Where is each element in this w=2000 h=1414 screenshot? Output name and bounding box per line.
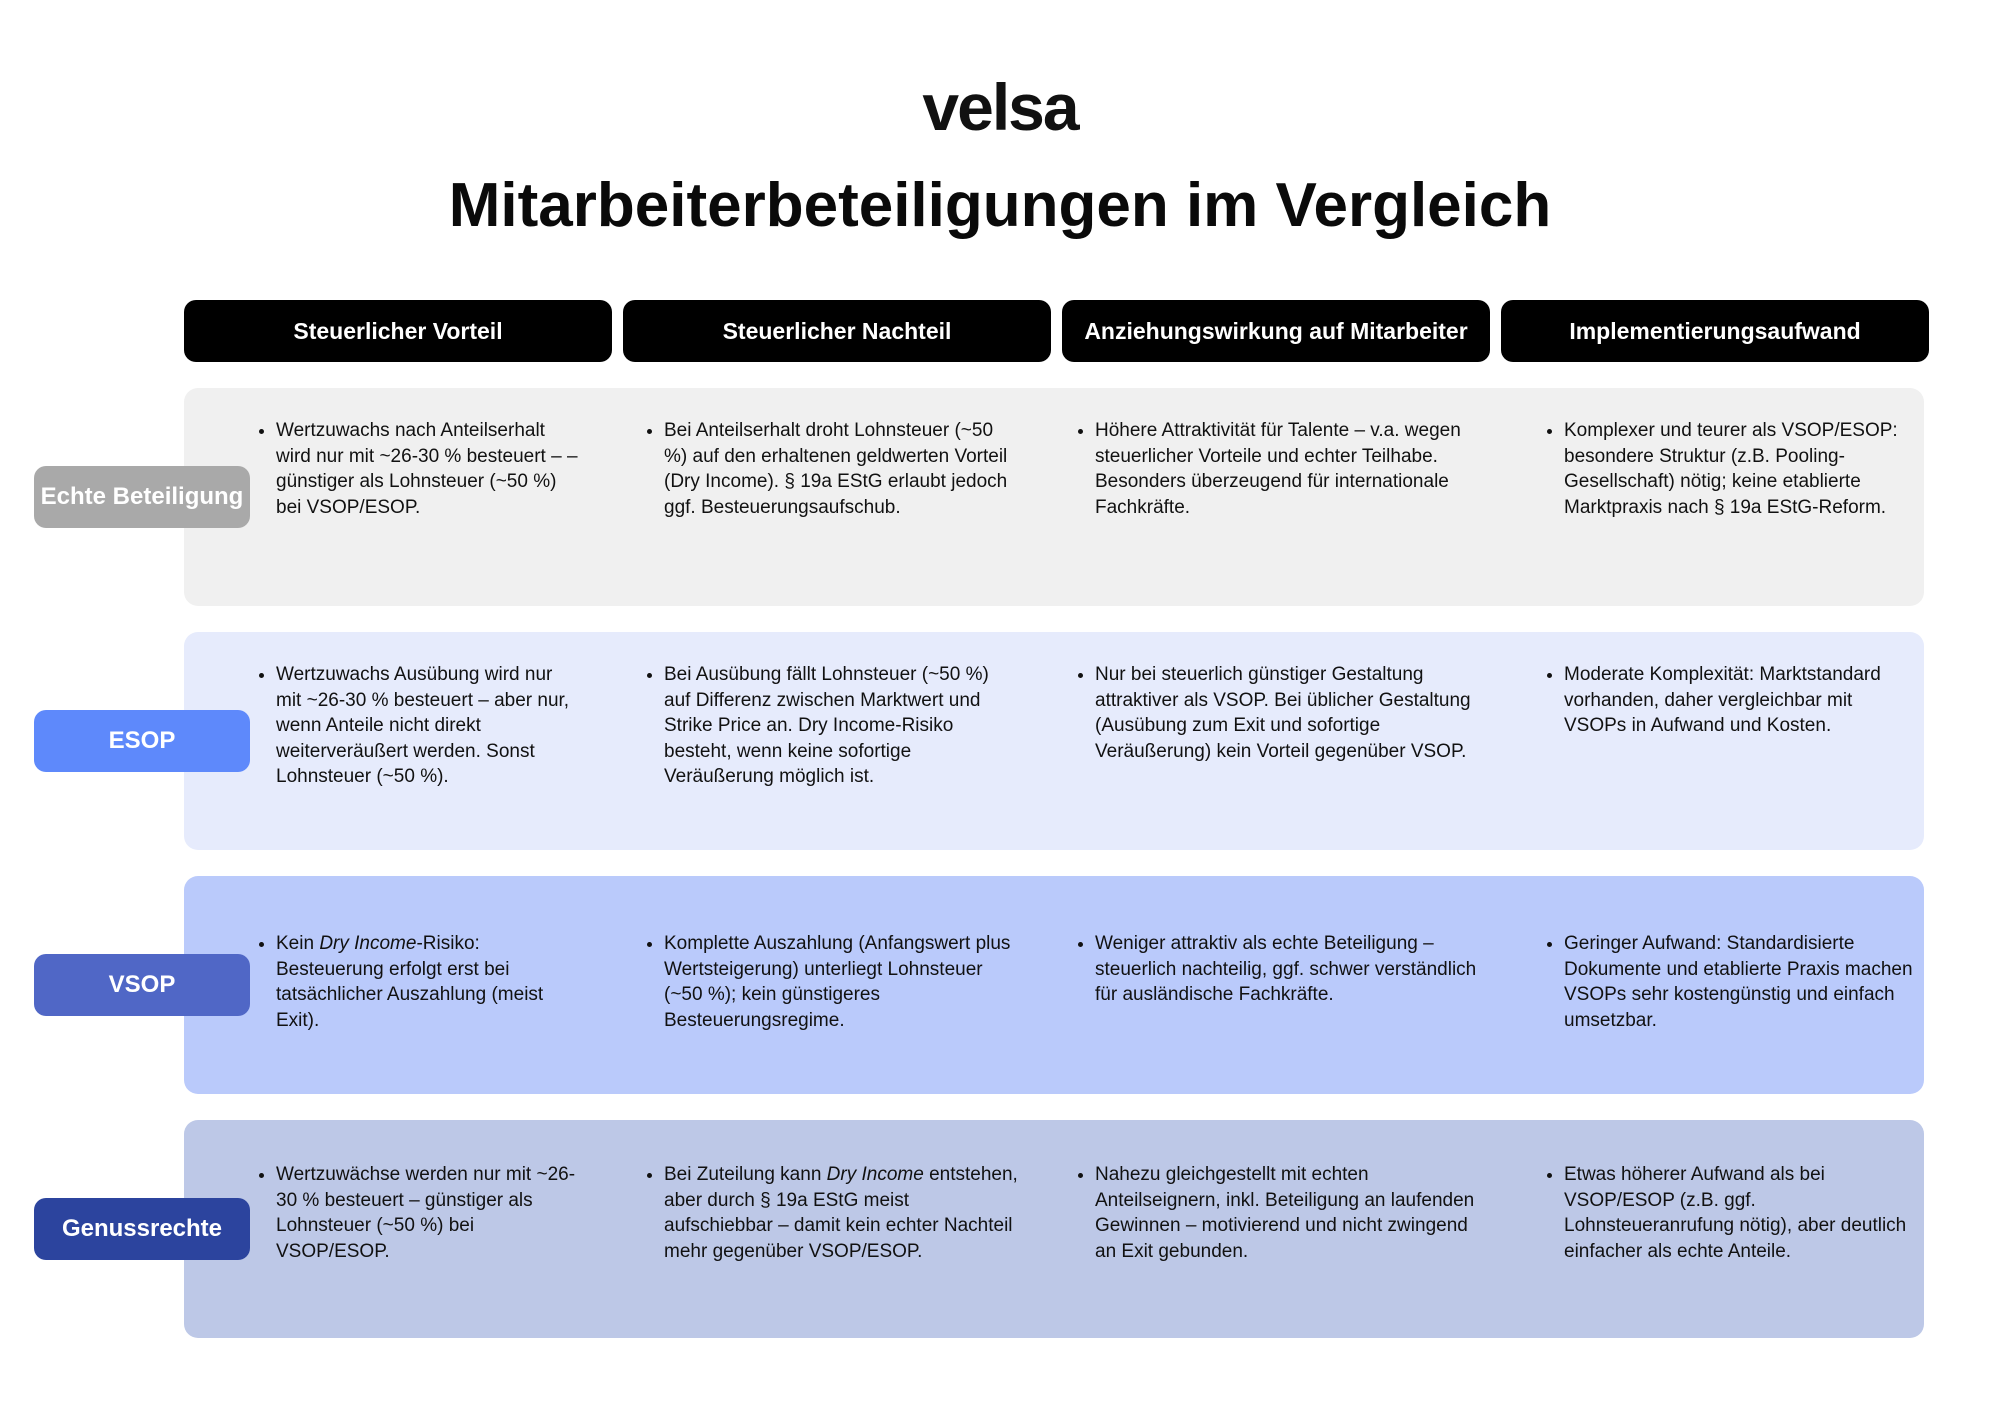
cell-echte-beteiligung-nachteil (644, 418, 1020, 520)
cell-vsop-aufwand (1544, 931, 1914, 1033)
row-label-esop: ESOP (34, 710, 250, 772)
text-segment: Kein (276, 933, 320, 954)
row-label-genussrechte: Genussrechte (34, 1198, 250, 1260)
text-segment: entstehen, aber durch § 19a EStG meist aufschiebbar – damit kein echter Nachteil mehr gegenüber VSOP/ESOP. (664, 1164, 1018, 1262)
row-label-echte-beteiligung: Echte Beteiligung (34, 466, 250, 528)
list-item: • Moderate Komplexität: Marktstandard vorhanden, daher vergleichbar mit VSOPs in Aufwand und Kosten. (1564, 662, 1914, 739)
list-item: • Komplexer und teurer als VSOP/ESOP: besondere Struktur (z.B. Pooling-Gesellschaft) nötig; keine etablierte Marktpraxis nach § 19a EStG-Reform. (1564, 418, 1914, 520)
list-item: • Bei Ausübung fällt Lohnsteuer (~50 %) auf Differenz zwischen Marktwert und Strike Price an. Dry Income-Risiko besteht, wenn keine sofortige Veräußerung möglich ist. (664, 662, 1020, 790)
list-item (276, 931, 582, 1033)
cell-esop-anziehung (1075, 662, 1485, 764)
cell-echte-beteiligung-vorteil (256, 418, 582, 520)
list-item: • Höhere Attraktivität für Talente – v.a. wegen steuerlicher Vorteile und echter Teilhabe. Besonders überzeugend für internationale Fachkräfte. (1095, 418, 1485, 520)
text-segment: -Risiko: Besteuerung erfolgt erst bei tatsächlicher Auszahlung (meist Exit). (276, 933, 544, 1031)
column-header-implementierungsaufwand: Implementierungsaufwand (1501, 300, 1929, 362)
list-item: • Weniger attraktiv als echte Beteiligung – steuerlich nachteilig, ggf. schwer verständlich für ausländische Fachkräfte. (1095, 931, 1485, 1008)
list-item: • Etwas höherer Aufwand als bei VSOP/ESOP (z.B. ggf. Lohnsteueranrufung nötig), aber deutlich einfacher als echte Anteile. (1564, 1162, 1914, 1264)
list-item: • Nahezu gleichgestellt mit echten Anteilseignern, inkl. Beteiligung an laufenden Gewinnen – motivierend und nicht zwingend an Exit gebunden. (1095, 1162, 1485, 1264)
cell-vsop-vorteil (256, 931, 582, 1033)
cell-genussrechte-aufwand (1544, 1162, 1914, 1264)
cell-vsop-anziehung (1075, 931, 1485, 1008)
cell-esop-aufwand (1544, 662, 1914, 739)
list-item: • Bei Anteilserhalt droht Lohnsteuer (~50 %) auf den erhaltenen geldwerten Vorteil (Dry Income). § 19a EStG erlaubt jedoch ggf. Besteuerungsaufschub. (664, 418, 1020, 520)
page-title: Mitarbeiterbeteiligungen im Vergleich (448, 171, 1552, 240)
column-header-anziehungswirkung: Anziehungswirkung auf Mitarbeiter (1062, 300, 1490, 362)
row-label-vsop: VSOP (34, 954, 250, 1016)
cell-vsop-nachteil (644, 931, 1020, 1033)
list-item: • Wertzuwachs Ausübung wird nur mit ~26-30 % besteuert – aber nur, wenn Anteile nicht direkt weiterveräußert werden. Sonst Lohnsteuer (~50 %). (276, 662, 582, 790)
cell-esop-nachteil (644, 662, 1020, 790)
column-header-steuerlicher-vorteil: Steuerlicher Vorteil (184, 300, 612, 362)
cell-genussrechte-vorteil (256, 1162, 582, 1264)
emphasis-dry-income: Dry Income (319, 933, 417, 954)
list-item (664, 1162, 1020, 1264)
list-item: • Geringer Aufwand: Standardisierte Dokumente und etablierte Praxis machen VSOPs sehr kostengünstig und einfach umsetzbar. (1564, 931, 1914, 1033)
column-header-steuerlicher-nachteil: Steuerlicher Nachteil (623, 300, 1051, 362)
emphasis-dry-income: Dry Income (826, 1164, 924, 1185)
cell-echte-beteiligung-aufwand (1544, 418, 1914, 520)
cell-echte-beteiligung-anziehung (1075, 418, 1485, 520)
list-item: • Wertzuwachs nach Anteilserhalt wird nur mit ~26-30 % besteuert – – günstiger als Lohnsteuer (~50 %) bei VSOP/ESOP. (276, 418, 582, 520)
cell-esop-vorteil (256, 662, 582, 790)
list-item: • Komplette Auszahlung (Anfangswert plus Wertsteigerung) unterliegt Lohnsteuer (~50 %); kein günstigeres Besteuerungsregime. (664, 931, 1020, 1033)
list-item: • Nur bei steuerlich günstiger Gestaltung attraktiver als VSOP. Bei üblicher Gestaltung (Ausübung zum Exit und sofortige Veräußerung) kein Vorteil gegenüber VSOP. (1095, 662, 1485, 764)
cell-genussrechte-anziehung (1075, 1162, 1485, 1264)
cell-genussrechte-nachteil (644, 1162, 1020, 1264)
list-item: • Wertzuwächse werden nur mit ~26-30 % besteuert – günstiger als Lohnsteuer (~50 %) bei VSOP/ESOP. (276, 1162, 582, 1264)
text-segment: Bei Zuteilung kann (664, 1164, 827, 1185)
velsa-logo: velsa (922, 70, 1078, 144)
